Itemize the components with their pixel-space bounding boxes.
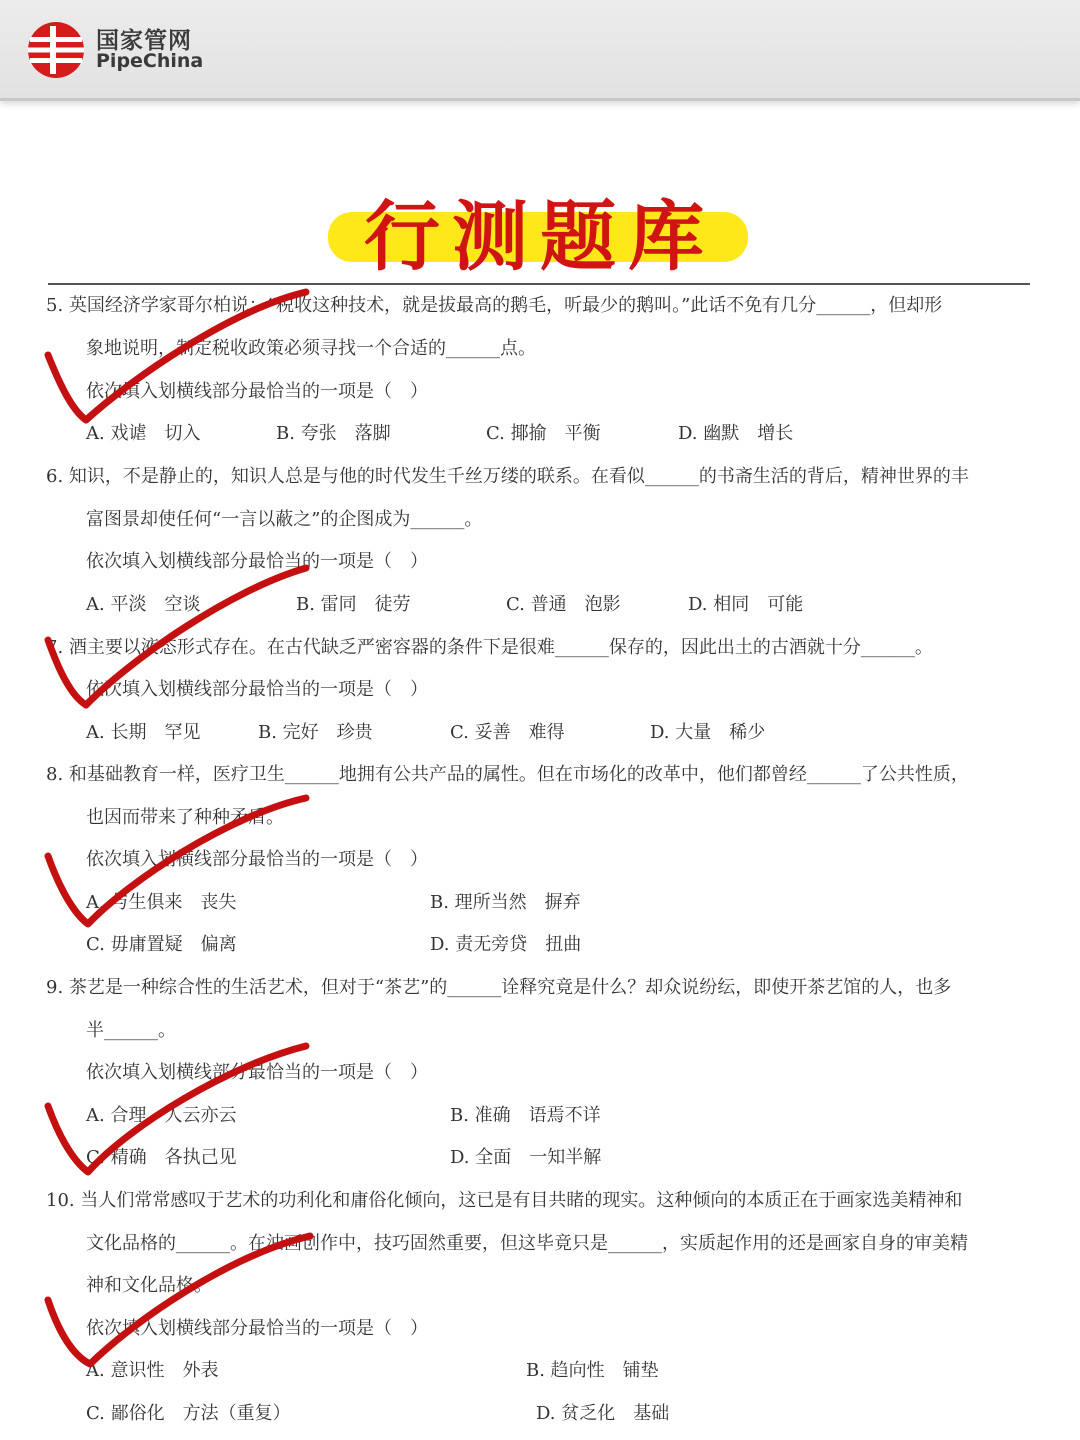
question-7-option-b: B. 完好 珍贵 (258, 722, 373, 743)
question-7-option-a: A. 长期 罕见 (86, 722, 201, 743)
question-6-option-a: A. 平淡 空谈 (86, 594, 201, 615)
question-9-option-d: D. 全面 一知半解 (450, 1147, 602, 1168)
question-10-line-3: 神和文化品格。 (86, 1275, 212, 1296)
question-6-option-c: C. 普通 泡影 (506, 594, 621, 615)
question-8-option-c: C. 毋庸置疑 偏离 (86, 934, 237, 955)
question-9-option-c: C. 精确 各执己见 (86, 1147, 237, 1168)
question-8-option-a: A. 与生俱来 丧失 (86, 892, 237, 913)
question-10-option-c: C. 鄙俗化 方法（重复） (86, 1403, 291, 1424)
question-5-option-a: A. 戏谑 切入 (86, 423, 201, 444)
brand-name-en: PipeChina (96, 50, 204, 72)
question-5-option-c: C. 揶揄 平衡 (486, 423, 601, 444)
question-5-option-d: D. 幽默 增长 (678, 423, 794, 444)
question-9-prompt: 依次填入划横线部分最恰当的一项是（ ） (86, 1062, 428, 1083)
question-7-option-c: C. 妥善 难得 (450, 722, 565, 743)
question-5-option-b: B. 夸张 落脚 (276, 423, 391, 444)
question-10-option-b: B. 趋向性 铺垫 (526, 1360, 659, 1381)
question-8-option-b: B. 理所当然 摒弃 (430, 892, 581, 913)
question-6-option-d: D. 相同 可能 (688, 594, 804, 615)
question-9-option-a: A. 合理 人云亦云 (86, 1105, 237, 1126)
question-8-line-1: 8. 和基础教育一样，医疗卫生______地拥有公共产品的属性。但在市场化的改革中，他们都曾经______了公共性质， (46, 764, 969, 785)
question-5-prompt: 依次填入划横线部分最恰当的一项是（ ） (86, 381, 428, 402)
question-10-prompt: 依次填入划横线部分最恰当的一项是（ ） (86, 1318, 428, 1339)
divider (48, 283, 1030, 285)
question-7-line-1: 7. 酒主要以液态形式存在。在古代缺乏严密容器的条件下是很难______保存的，因此出土的古酒就十分______。 (46, 637, 933, 658)
question-10-line-2: 文化品格的______。在油画创作中，技巧固然重要，但这毕竟只是______，实质起作用的还是画家自身的审美精 (86, 1233, 968, 1254)
question-7-prompt: 依次填入划横线部分最恰当的一项是（ ） (86, 679, 428, 700)
question-10-option-d: D. 贫乏化 基础 (536, 1403, 670, 1424)
question-5-line-1: 5. 英国经济学家哥尔柏说：“税收这种技术，就是拔最高的鹅毛，听最少的鹅叫。”此话不免有几分______，但却形 (46, 295, 943, 316)
question-7-option-d: D. 大量 稀少 (650, 722, 766, 743)
question-6-line-2: 富图景却使任何“一言以蔽之”的企图成为______。 (86, 509, 483, 530)
question-6-prompt: 依次填入划横线部分最恰当的一项是（ ） (86, 551, 428, 572)
question-8-line-2: 也因而带来了种种矛盾。 (86, 807, 284, 828)
question-9-line-2: 半______。 (86, 1020, 176, 1041)
header-bar (0, 0, 1080, 101)
question-8-prompt: 依次填入划横线部分最恰当的一项是（ ） (86, 849, 428, 870)
question-10-line-1: 10. 当人们常常感叹于艺术的功利化和庸俗化倾向，这已是有目共睹的现实。这种倾向的本质正在于画家选美精神和 (46, 1190, 963, 1211)
question-9-line-1: 9. 茶艺是一种综合性的生活艺术，但对于“茶艺”的______诠释究竟是什么？却众说纷纭，即使开茶艺馆的人，也多 (46, 977, 952, 998)
brand-name-cn: 国家管网 (96, 28, 192, 54)
question-5-line-2: 象地说明，制定税收政策必须寻找一个合适的______点。 (86, 338, 536, 359)
pipechina-logo-icon (26, 20, 86, 80)
question-8-option-d: D. 责无旁贷 扭曲 (430, 934, 582, 955)
question-9-option-b: B. 准确 语焉不详 (450, 1105, 601, 1126)
question-6-option-b: B. 雷同 徒劳 (296, 594, 411, 615)
question-6-line-1: 6. 知识，不是静止的，知识人总是与他的时代发生千丝万缕的联系。在看似______的书斋生活的背后，精神世界的丰 (46, 466, 969, 487)
page-title: 行测题库 (364, 192, 716, 281)
question-10-option-a: A. 意识性 外表 (86, 1360, 219, 1381)
